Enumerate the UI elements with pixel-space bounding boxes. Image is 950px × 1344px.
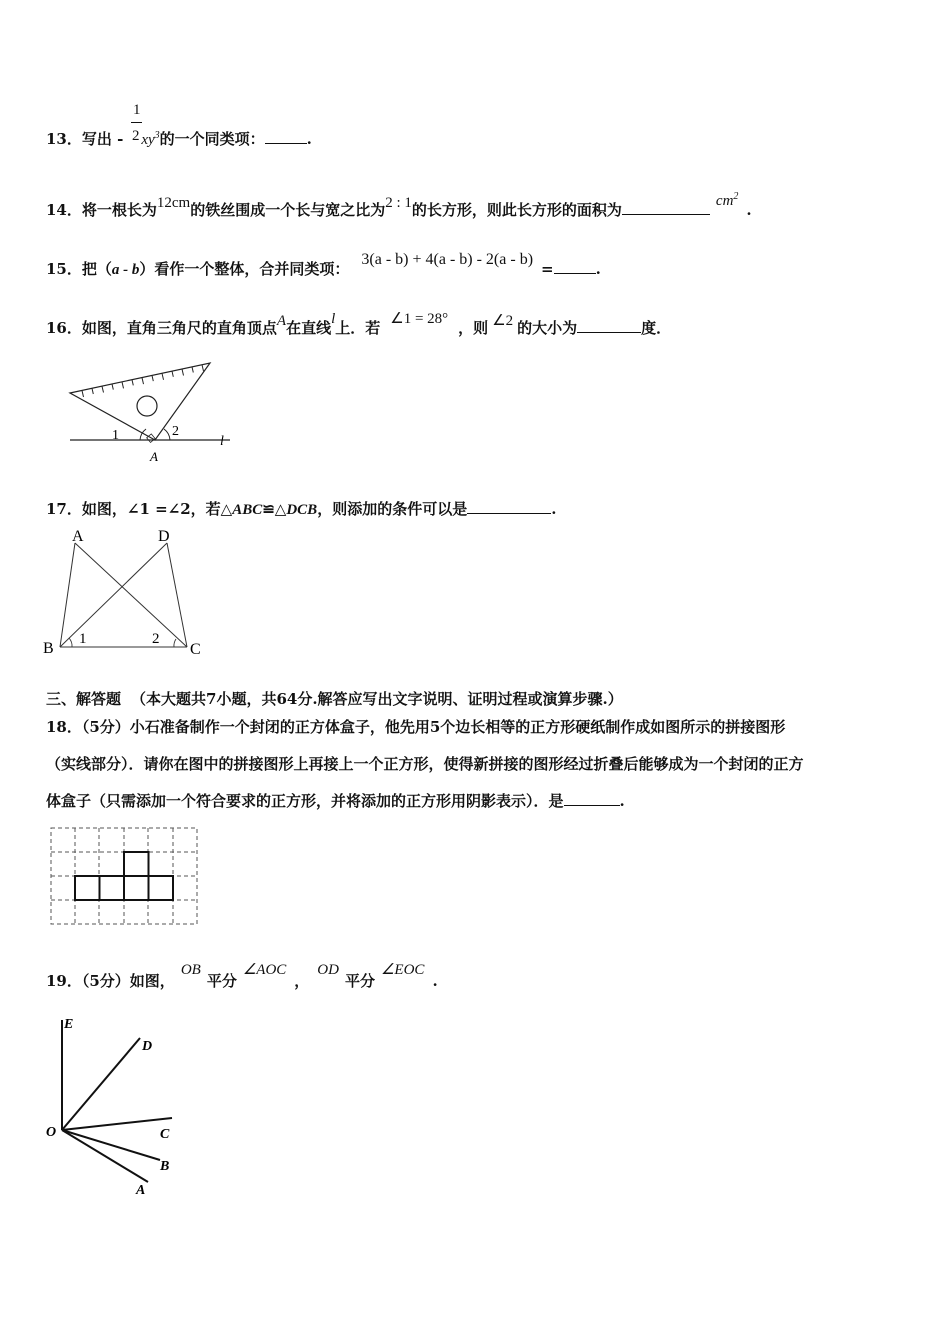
point-label-d: D bbox=[142, 1039, 153, 1054]
question-text: 的铁丝围成一个长与宽之比为 bbox=[190, 201, 386, 219]
answer-blank[interactable] bbox=[577, 332, 641, 333]
fraction-numerator: 1 bbox=[133, 102, 141, 118]
question-16: 16．如图，直角三角尺的直角顶点A在直线l上．若 ∠1 = 28° ，则 ∠2 的大小为 度． bbox=[46, 311, 672, 337]
question-text: ，则添加的条件可以是 bbox=[317, 500, 468, 518]
question-text: 的大小为 bbox=[517, 319, 578, 337]
line-label-l: l bbox=[220, 434, 224, 449]
unit-expression: $cm^2$ bbox=[715, 191, 739, 209]
question-text: 的长方形，则此长方形的面积为 bbox=[411, 201, 622, 219]
question-number: 13． bbox=[46, 130, 82, 148]
fraction-denominator: 2 bbox=[132, 128, 140, 144]
point-label-c: C bbox=[160, 1127, 170, 1142]
point-label-a: A bbox=[72, 528, 84, 545]
figure-q16-triangle-ruler bbox=[60, 355, 235, 467]
question-18-line-1: 18．（5分）小石准备制作一个封闭的正方体盒子，他先用5个边长相等的正方形硬纸制作成如图所示的拼接图形 bbox=[46, 718, 786, 736]
question-19: 19．（5分）如图，OB平分∠AOC，OD平分∠EOC. bbox=[46, 962, 438, 990]
angle-value: ∠1 = 28° bbox=[390, 311, 449, 327]
angle-label-2: 2 bbox=[152, 631, 160, 647]
question-18-line-3: 体盒子（只需添加一个符合要求的正方形，并将添加的正方形用阴影表示）．是 . bbox=[46, 792, 625, 810]
question-text: ）看作一个整体，合并同类项： bbox=[139, 260, 350, 278]
question-18-line-2: （实线部分）．请你在图中的拼接图形上再接上一个正方形，使得新拼接的图形经过折叠后能够成为一个封闭的正方 bbox=[46, 755, 804, 773]
angle-label-2: 2 bbox=[172, 424, 179, 439]
point-label-a: A bbox=[136, 1183, 146, 1198]
question-13: 13．写出 - $xy^3$的一个同类项： . bbox=[46, 130, 312, 148]
section-heading: 三、解答题 （本大题共7小题，共64分.解答应写出文字说明、证明过程或演算步骤.） bbox=[46, 690, 623, 708]
math-expression: a - b bbox=[111, 262, 140, 278]
length-value: 12cm bbox=[156, 195, 191, 211]
question-text: 的一个同类项： bbox=[159, 130, 265, 148]
answer-blank[interactable] bbox=[564, 805, 620, 806]
point-label-e: E bbox=[64, 1017, 74, 1032]
angle-label-1: 1 bbox=[79, 631, 87, 647]
math-expression: $xy^3$ bbox=[141, 130, 160, 148]
ratio-value: 2 : 1 bbox=[385, 195, 412, 211]
answer-blank[interactable] bbox=[622, 214, 710, 215]
figure-q19-angles bbox=[40, 1010, 190, 1200]
point-label-d: D bbox=[158, 528, 170, 545]
answer-blank[interactable] bbox=[554, 273, 596, 274]
question-17: 17．如图，∠1 =∠2，若△ABC≌△DCB，则添加的条件可以是 . bbox=[46, 500, 557, 518]
question-text: 将一根长为 bbox=[81, 201, 157, 219]
answer-blank[interactable] bbox=[467, 513, 551, 514]
fraction-bar bbox=[131, 122, 142, 123]
point-label-b: B bbox=[43, 640, 54, 657]
question-text: 把（ bbox=[81, 260, 112, 278]
question-text: 上．若 bbox=[335, 319, 381, 337]
question-text: 在直线 bbox=[286, 319, 332, 337]
point-label-a: A bbox=[150, 449, 158, 464]
figure-q18-grid[interactable] bbox=[50, 827, 200, 927]
answer-blank[interactable] bbox=[265, 143, 307, 144]
question-15: 15．把（a - b）看作一个整体，合并同类项：3(a - b) + 4(a - b) - 2(a - b)= . bbox=[46, 251, 601, 278]
figure-q17-triangles bbox=[40, 525, 215, 663]
question-text: 如图，直角三角尺的直角顶点 bbox=[81, 319, 277, 337]
point-label-b: B bbox=[160, 1159, 170, 1174]
question-text: 写出 - bbox=[81, 130, 124, 148]
math-expression: 3(a - b) + 4(a - b) - 2(a - b) bbox=[361, 251, 534, 268]
point-label-o: O bbox=[46, 1125, 57, 1140]
angle-label-1: 1 bbox=[112, 428, 119, 443]
point-label-c: C bbox=[190, 641, 201, 658]
question-text: 如图，∠1 =∠2，若△ bbox=[81, 500, 233, 518]
question-14: 14．将一根长为12cm的铁丝围成一个长与宽之比为2 : 1的长方形，则此长方形的面积为 $cm^2$. bbox=[46, 191, 752, 219]
